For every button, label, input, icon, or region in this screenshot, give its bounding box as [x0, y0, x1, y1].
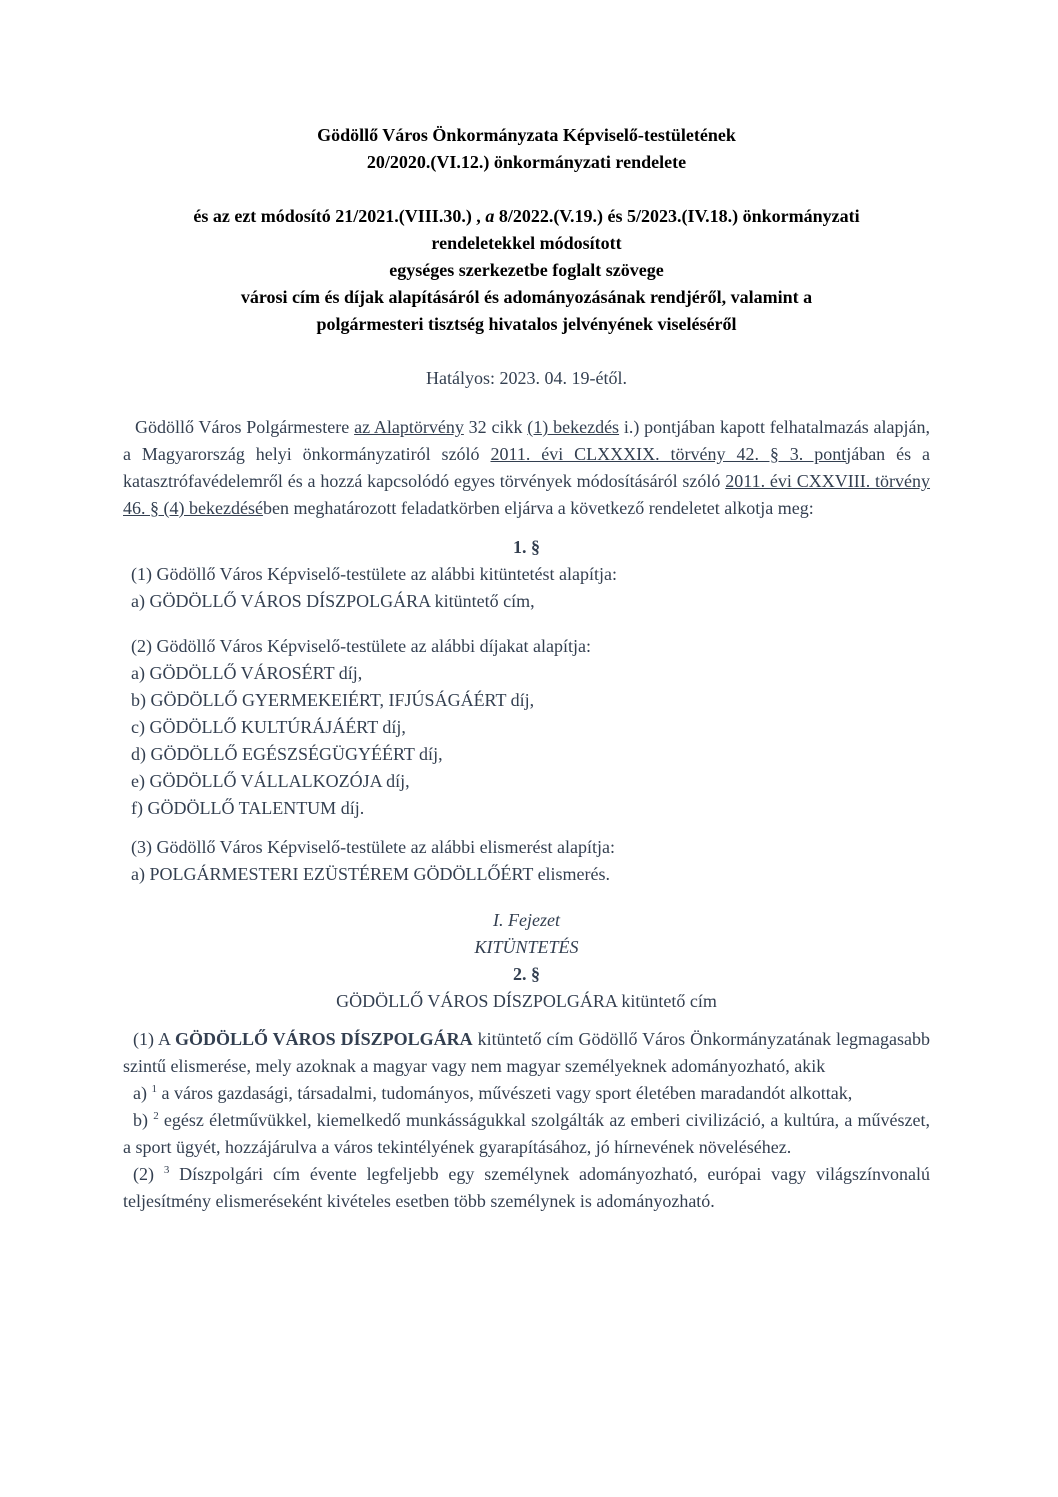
- amendment-heading: [123, 203, 930, 338]
- footnote-ref-2[interactable]: 2: [153, 1110, 159, 1122]
- award-name-bold: GÖDÖLLŐ VÁROS DÍSZPOLGÁRA: [174, 1029, 473, 1049]
- section-2-paragraph-2: [123, 1161, 930, 1215]
- paragraph-text: (1) A: [133, 1029, 175, 1049]
- award-list-item-e: e) GÖDÖLLŐ VÁLLALKOZÓJA díj,: [131, 771, 410, 791]
- section-2-item-a: [123, 1080, 930, 1107]
- paragraph-text: a város gazdasági, társadalmi, tudományos, művészeti vagy sport életében maradandót alkottak,: [156, 1083, 853, 1103]
- amendment-line-1-pre: és az ezt módosító 21/2021.(VIII.30.) ,: [193, 206, 486, 226]
- legal-reference-link-cxxviii[interactable]: 2011. évi CXXVIII. törvény 46. § (4) bekezdésé: [123, 471, 931, 518]
- section-2-paragraph-1: [123, 1026, 930, 1080]
- section-1-heading: 1. §: [513, 537, 540, 557]
- paragraph-text: Díszpolgári cím évente legfeljebb egy személynek adományozható, európai vagy világszínvonalú teljesítmény elismeréseként kivételes esetben több személynek is adományozható.: [123, 1164, 930, 1211]
- amendment-line-1-post: 8/2022.(V.19.) és 5/2023.(IV.18.) önkormányzati: [494, 206, 860, 226]
- amendment-line-4: városi cím és díjak alapításáról és adományozásának rendjéről, valamint a: [240, 287, 813, 307]
- award-list-item-d: d) GÖDÖLLŐ EGÉSZSÉGÜGYÉÉRT díj,: [131, 744, 443, 764]
- amendment-line-1: [123, 203, 930, 230]
- legal-reference-link-bekezdes[interactable]: (1) bekezdés: [527, 417, 620, 437]
- legal-reference-link-clxxxix[interactable]: 2011. évi CLXXXIX. törvény 42. § 3. pont: [490, 444, 847, 464]
- award-list-item-f: f) GÖDÖLLŐ TALENTUM díj.: [131, 798, 365, 818]
- item-marker: b): [133, 1110, 154, 1130]
- item-marker: a): [133, 1083, 152, 1103]
- footnote-ref-3[interactable]: 3: [163, 1164, 170, 1176]
- title-line-2: 20/2020.(VI.12.) önkormányzati rendelete: [366, 152, 687, 172]
- item-marker: (2): [133, 1164, 164, 1184]
- preamble-text: i.) pontjában kapott felhatalmazás alapján, a Magyarország helyi önkormányzatiról szóló: [123, 417, 930, 464]
- amendment-line-5: polgármesteri tisztség hivatalos jelvényének viseléséről: [316, 314, 737, 334]
- section-1: [123, 561, 930, 888]
- award-list-item-c: c) GÖDÖLLŐ KULTÚRÁJÁÉRT díj,: [131, 717, 406, 737]
- effective-date: Hatályos: 2023. 04. 19-étől.: [426, 368, 627, 388]
- section-2-item-b: [123, 1107, 930, 1161]
- legal-reference-link-alaptorveny[interactable]: az Alaptörvény: [354, 417, 464, 437]
- amendment-line-2: rendeletekkel módosított: [431, 233, 622, 253]
- chapter-title: KITÜNTETÉS: [474, 937, 579, 957]
- award-list-item-a: a) GÖDÖLLŐ VÁROSÉRT díj,: [131, 663, 363, 683]
- footnote-ref-1[interactable]: 1: [151, 1083, 157, 1095]
- section-2-heading: 2. §: [513, 964, 540, 984]
- section-1-paragraph-3: (3) Gödöllő Város Képviselő-testülete az alábbi elismerést alapítja:: [131, 837, 616, 857]
- amendment-line-1-italic-a: a: [485, 206, 495, 226]
- paragraph-text: egész életművükkel, kiemelkedő munkásságukkal szolgálták az emberi civilizáció, a kultúra, a művészet, a sport ügyét, hozzájárulva a város tekintélyének gyarapításához, jó hírnevének növeléséhez.: [123, 1110, 930, 1157]
- paragraph-text: kitüntető cím Gödöllő Város Önkormányzatának legmagasabb szintű elismerése, mely azoknak a magyar vagy nem magyar személyeknek adományozható, akik: [123, 1029, 930, 1076]
- award-list-item-b: b) GÖDÖLLŐ GYERMEKEIÉRT, IFJÚSÁGÁÉRT díj,: [131, 690, 535, 710]
- section-1-paragraph-1: (1) Gödöllő Város Képviselő-testülete az alábbi kitüntetést alapítja:: [131, 564, 618, 584]
- document-title: [123, 122, 930, 176]
- section-1-paragraph-2: (2) Gödöllő Város Képviselő-testülete az alábbi díjakat alapítja:: [131, 636, 592, 656]
- preamble-text: 32 cikk: [463, 417, 528, 437]
- title-line-1: Gödöllő Város Önkormányzata Képviselő-testületének: [317, 125, 736, 145]
- preamble-text: ben meghatározott feladatkörben eljárva a következő rendeletet alkotja meg:: [262, 498, 814, 518]
- section-2-subtitle: GÖDÖLLŐ VÁROS DÍSZPOLGÁRA kitüntető cím: [336, 991, 717, 1011]
- section-2: [123, 1026, 930, 1215]
- preamble-text: Gödöllő Város Polgármestere: [135, 417, 355, 437]
- amendment-line-3: egységes szerkezetbe foglalt szövege: [389, 260, 664, 280]
- chapter-number: I. Fejezet: [493, 910, 560, 930]
- section-1-paragraph-1-item-a: a) GÖDÖLLŐ VÁROS DÍSZPOLGÁRA kitüntető cím,: [131, 591, 535, 611]
- preamble-paragraph: [123, 414, 930, 522]
- section-1-paragraph-3-item-a: a) POLGÁRMESTERI EZÜSTÉREM GÖDÖLLŐÉRT elismerés.: [131, 864, 611, 884]
- preamble-text: jában és a katasztrófavédelemről és a hozzá kapcsolódó egyes törvények módosításáról szóló: [123, 444, 930, 491]
- chapter-1-heading: [123, 907, 930, 1015]
